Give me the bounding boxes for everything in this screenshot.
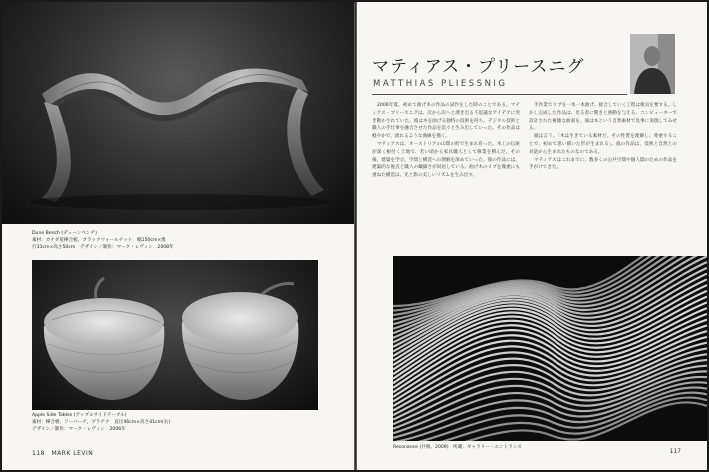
body-paragraph: マティアスは、オーストリアの山間の町で生まれ育った。木工の伝統が深く根付く土地で、若い頃から家具職人として修業を積んだ。その後、建築を学び、空間と構造への理解を深めていった。彼の作品には、建築的な視点と職人の繊細さが同居している。曲げ木のリブを幾重にも重ねた構造は、光と影の美しいリズムを生み出す。 [372, 141, 520, 179]
apple-caption-line2: デザイン／制作：マーク・レヴィン 2006年 [32, 427, 126, 432]
left-page [2, 2, 354, 470]
sculpture-rib [393, 377, 707, 433]
body-column-1 [372, 102, 520, 180]
left-folio: 118 MARK LEVIN [32, 450, 94, 457]
title-rule [372, 94, 627, 95]
book-spread [2, 2, 707, 470]
body-column-2 [529, 102, 677, 172]
article-title-ja: マティアス・プリースニグ [372, 57, 585, 77]
body-paragraph: 手作業でリブを一本一本曲げ、接合していく工程は根気を要する。しかし完成した作品は、見る者に驚きと感動を与える。コンピューターで設計された複雑な曲面を、彼は木という自然素材で見事に実現してみせる。 [529, 103, 677, 132]
bench-caption-line2: 行33cm×高さ50cm デザイン／制作：マーク・レヴィン 2008年 [32, 245, 174, 250]
body-paragraph: 彼は言う。「木は生きている素材だ。その性質を理解し、尊重することで、初めて思い描いた形が生まれる」。彼の作品は、技術と自然との対話から生まれたものなのである。 [529, 134, 677, 155]
right-page [357, 2, 707, 470]
bench-caption-line1: 素材：カナダ産樺合板、ブラックウォールナット 幅150cm×奥 [32, 238, 166, 243]
apple-caption-title: Apple Side Tables (アップルサイドテーブル) [32, 413, 127, 418]
author-portrait [630, 34, 675, 94]
bench-caption [32, 230, 302, 251]
right-folio: 117 [669, 448, 681, 455]
body-paragraph: 2006年夏、初めて曲げ木の作品の試作をした時のことである。マティアス・プリースニグは、次から次へと湧き出る不思議なアイデアに突き動かされていた。彼は木を曲げる独特の技術を持ち、デジタル技術と職人の手仕事を融合させた作品を次々と生み出していった。その作品は軽やかで、流れるような曲線を描く。 [372, 103, 520, 140]
body-paragraph: マティアスはこれまでに、数多くの公共空間や個人邸のための作品を手がけてきた。 [529, 157, 677, 171]
apple-tables-photo [32, 260, 318, 410]
apple-caption-line1: 素材：樺合板、ソーバーチ、プラチナ 直径46cm×高さ41cm(右) [32, 420, 171, 425]
dune-bench-photo [2, 2, 354, 224]
resonance-photo [393, 256, 707, 441]
bench-caption-title: Dune Bench (デューンベンチ) [32, 231, 97, 236]
article-title-en: MATTHIAS PLIESSNIG [373, 79, 508, 89]
resonance-caption: Resonance (共鳴、2009) 所蔵：ギャラリー・エントランス [393, 445, 522, 450]
apple-caption [32, 412, 302, 433]
